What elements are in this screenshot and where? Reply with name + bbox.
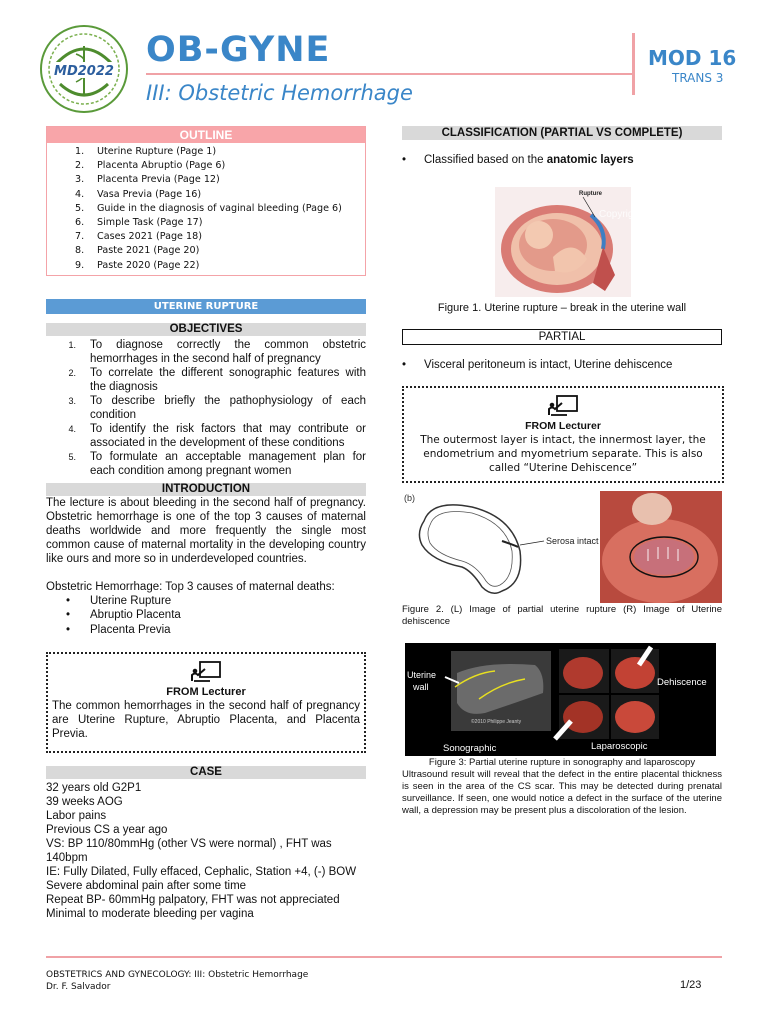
page-number: 1/23 [680, 979, 702, 991]
objectives-heading: OBJECTIVES [46, 323, 366, 336]
outline-item [75, 259, 365, 273]
classification-heading: CLASSIFICATION (PARTIAL VS COMPLETE) [402, 126, 722, 140]
figure2-left-diagram [402, 491, 598, 603]
lecturer-note-box [46, 652, 366, 753]
objective-item [46, 338, 366, 366]
partial-bullet [402, 359, 672, 371]
outline-item [75, 244, 365, 258]
outline-item [75, 159, 365, 173]
left-column [46, 126, 366, 921]
causes-label: Obstetric Hemorrhage: Top 3 causes of maternal deaths: [46, 580, 335, 593]
figure3-laparoscopic-label: Laparoscopic [591, 741, 648, 752]
figure3-wall-label: wall [413, 682, 429, 692]
objective-item [46, 394, 366, 422]
module-label: MOD 16 [648, 46, 737, 70]
figure1-uterine-rupture-illustration [495, 187, 642, 297]
outline-heading: OUTLINE [47, 127, 365, 143]
case-line: Repeat BP- 60mmHg palpatory, FHT was not appreciated [46, 894, 340, 907]
footer-course: OBSTETRICS AND GYNECOLOGY: III: Obstetric Hemorrhage [46, 970, 309, 980]
objective-number: 3. [68, 395, 76, 406]
footer-divider [46, 956, 722, 958]
lecturer-icon [190, 660, 222, 682]
case-line: IE: Fully Dilated, Fully effaced, Cephalic, Station +4, (-) BOW [46, 866, 357, 879]
figure3-caption: Figure 3: Partial uterine rupture in sonography and laparoscopy [428, 757, 696, 768]
outline-item-text: Cases 2021 (Page 18) [97, 231, 202, 243]
objective-item [46, 366, 366, 394]
bullet-dot: • [402, 359, 407, 371]
outline-item-text: Simple Task (Page 17) [97, 217, 203, 229]
figure3-uterine-label: Uterine [407, 670, 437, 680]
partial-heading: PARTIAL [402, 329, 722, 345]
objective-number: 5. [68, 451, 76, 462]
bullet-dot: • [402, 154, 407, 166]
outline-item [75, 173, 365, 187]
objective-text: To diagnose correctly the common obstetric hemorrhages in the second half of pregnancy [90, 338, 366, 365]
objective-number: 1. [68, 339, 76, 350]
outline-box [46, 126, 366, 276]
outline-item [75, 202, 365, 216]
classification-bullet-text: Classified based on the [424, 154, 547, 166]
figure1-caption: Figure 1. Uterine rupture – break in the uterine wall [437, 302, 687, 314]
page-subtitle: III: Obstetric Hemorrhage [146, 81, 413, 105]
lecturer-note-box-2 [402, 386, 724, 483]
page-title: OB-GYNE [146, 30, 331, 70]
outline-item-number: 5. [75, 202, 85, 214]
partial-bullet-text: Visceral peritoneum is intact, Uterine dehiscence [424, 359, 673, 371]
lecturer-note-text: The common hemorrhages in the second half of pregnancy are Uterine Rupture, Abruptio Placenta, and Placenta Previa. [52, 700, 360, 741]
figure2-panel-label: (b) [404, 493, 415, 503]
causes-list [46, 594, 366, 638]
objective-text: To formulate an acceptable management plan for each condition among pregnant women [90, 450, 366, 477]
section-title-uterine-rupture: UTERINE RUPTURE [46, 299, 366, 314]
outline-item-text: Placenta Abruptio (Page 6) [97, 160, 226, 172]
lecturer-note-2-title: FROM Lecturer [525, 420, 601, 432]
outline-item-text: Guide in the diagnosis of vaginal bleeding (Page 6) [97, 202, 342, 214]
outline-item-number: 7. [75, 231, 85, 243]
figure3-sonographic-label: Sonographic [443, 743, 497, 754]
case-line: Labor pains [46, 810, 107, 823]
cause-item: • Uterine Rupture [66, 594, 366, 609]
introduction-heading: INTRODUCTION [46, 483, 366, 496]
outline-item [75, 188, 365, 202]
outline-item-number: 6. [75, 217, 85, 229]
figure3-sonography-laparoscopy [405, 643, 716, 756]
case-line: 39 weeks AOG [46, 796, 123, 809]
figure3-description: Ultrasound result will reveal that the defect in the entire placental thickness is seen in the area of the CS scar. This may be detected during prenatal surveillance. If seen, one would notice a defect in the surface of the uterine wall, a depression may be present plus a discoloration of the lesion. [402, 769, 722, 816]
outline-list [47, 143, 365, 275]
case-line: 32 years old G2P1 [46, 782, 142, 795]
introduction-paragraph: The lecture is about bleeding in the second half of pregnancy. Obstetric hemorrhage is one of the top 3 causes of maternal deaths worldwide and more frequently the single most common cause of maternal mortality in the developing country like ours and more so in underdeveloped countries. [46, 496, 366, 565]
figure1-rupture-label: Rupture [579, 191, 602, 197]
outline-item-number: 8. [75, 245, 85, 257]
outline-item-text: Placenta Previa (Page 12) [97, 174, 220, 186]
outline-item-number: 9. [75, 259, 85, 271]
classification-bullet [402, 154, 634, 166]
objective-text: To correlate the different sonographic features with the diagnosis [90, 366, 366, 393]
objective-number: 4. [68, 423, 76, 434]
outline-item-number: 3. [75, 174, 85, 186]
objectives-list [46, 338, 366, 478]
outline-item-number: 1. [75, 146, 85, 157]
case-line: Minimal to moderate bleeding per vagina [46, 908, 254, 921]
outline-item [75, 230, 365, 244]
objective-text: To describe briefly the pathophysiology of each condition [90, 394, 366, 421]
cause-item: • Placenta Previa [66, 623, 366, 638]
figure3-copyright: ©2010 Philippe Jeanty [471, 719, 522, 725]
figure2-right-photo [600, 491, 722, 603]
figure2-serosa-label: Serosa intact [546, 536, 599, 546]
case-heading: CASE [46, 766, 366, 779]
lecturer-note-title: FROM Lecturer [166, 686, 246, 699]
figure1-watermark: Copyright [599, 209, 642, 220]
header-divider [146, 73, 632, 75]
figure3-dehiscence-label: Dehiscence [657, 677, 707, 688]
objective-number: 2. [68, 367, 76, 378]
trans-label: TRANS 3 [672, 71, 724, 85]
outline-item-text: Paste 2021 (Page 20) [97, 245, 200, 257]
outline-item-text: Paste 2020 (Page 22) [97, 259, 200, 271]
lecturer-icon [547, 394, 579, 416]
case-line: VS: BP 110/80mmHg (other VS were normal) , FHT was 140bpm [46, 838, 332, 865]
outline-item-number: 2. [75, 160, 85, 172]
lecturer-note-2-text: The outermost layer is intact, the innermost layer, the endometrium and myometrium separate. This is also called “Uterine Dehiscence” [420, 434, 706, 474]
outline-item [75, 216, 365, 230]
objective-item [46, 422, 366, 450]
figure2-caption: Figure 2. (L) Image of partial uterine rupture (R) Image of Uterine dehiscence [402, 604, 722, 627]
case-line: Previous CS a year ago [46, 824, 168, 837]
objective-text: To identify the risk factors that may contribute or associated in the development of these conditions [90, 422, 366, 449]
header-vertical-divider [632, 33, 635, 95]
md2022-logo [36, 24, 132, 114]
case-details [46, 781, 366, 921]
outline-item [75, 145, 365, 159]
classification-bullet-bold: anatomic layers [546, 154, 634, 166]
cause-item: • Abruptio Placenta [66, 608, 366, 623]
logo-text: MD2022 [54, 64, 114, 79]
footer-lecturer: Dr. F. Salvador [46, 982, 111, 992]
case-line: Severe abdominal pain after some time [46, 880, 247, 893]
outline-item-text: Uterine Rupture (Page 1) [97, 146, 217, 157]
outline-item-text: Vasa Previa (Page 16) [97, 188, 202, 200]
objective-item [46, 450, 366, 478]
outline-item-number: 4. [75, 188, 85, 200]
